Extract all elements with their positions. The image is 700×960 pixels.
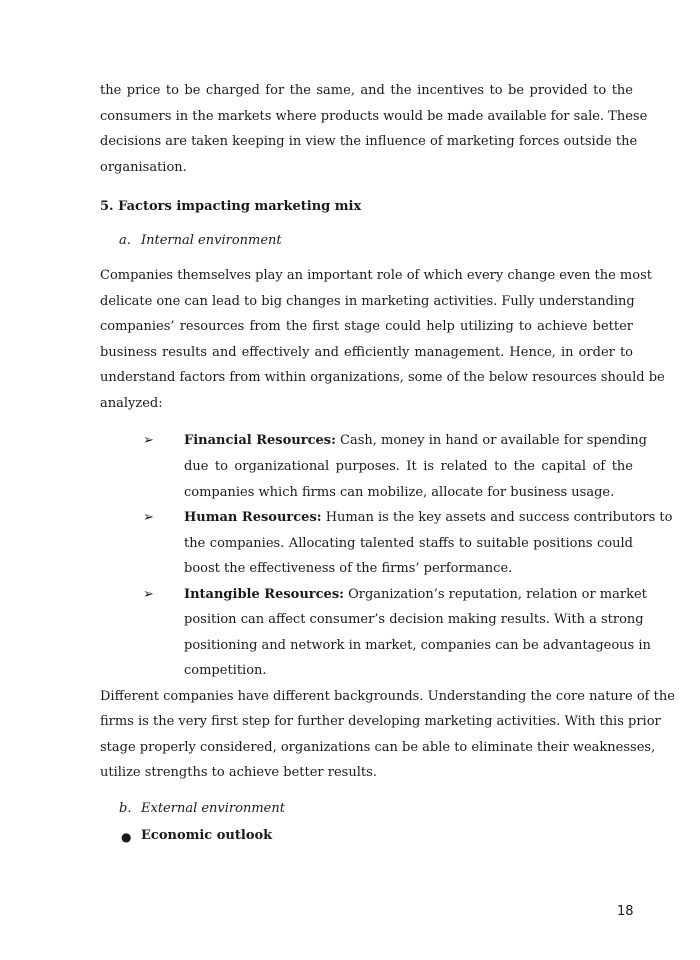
resource-line: companies which firms can mobilize, allocate for business usage. [184, 485, 615, 500]
subheading-label: a. [119, 233, 131, 248]
para-line: Companies themselves play an important role of which every change even the most [100, 268, 652, 283]
arrow-bullet-icon: ➢ [143, 433, 154, 448]
resource-line: competition. [184, 663, 267, 678]
resource-line: the companies. Allocating talented staffs to suitable positions could [184, 536, 633, 551]
resource-text: Cash, money in hand or available for spending [340, 433, 647, 448]
para-line: business results and effectively and efficiently management. Hence, in order to [100, 345, 633, 360]
intro-line: the price to be charged for the same, and the incentives to be provided to the [100, 83, 633, 98]
resource-line: due to organizational purposes. It is related to the capital of the [184, 459, 633, 474]
para-line: firms is the very first step for further developing marketing activities. With this prior [100, 714, 661, 729]
para-line: delicate one can lead to big changes in marketing activities. Fully understanding [100, 294, 635, 309]
intro-line: organisation. [100, 160, 187, 175]
resource-line: boost the effectiveness of the firms’ performance. [184, 561, 513, 576]
resource-financial-line [184, 433, 647, 449]
resource-line: position can affect consumer’s decision making results. With a strong [184, 612, 644, 627]
resource-text: Organization’s reputation, relation or market [348, 587, 647, 602]
resource-human-line [184, 510, 673, 526]
resource-term: Intangible Resources: [184, 587, 344, 602]
para-line: understand factors from within organizations, some of the below resources should be [100, 370, 665, 385]
para-line: Different companies have different backgrounds. Understanding the core nature of the [100, 689, 675, 704]
para-line: analyzed: [100, 396, 163, 411]
subheading-internal [119, 233, 282, 249]
resource-text: Human is the key assets and success contributors to [325, 510, 673, 525]
intro-line: decisions are taken keeping in view the influence of marketing forces outside the [100, 134, 638, 149]
arrow-bullet-icon: ➢ [143, 510, 154, 525]
resource-term: Financial Resources: [184, 433, 336, 448]
para-line: stage properly considered, organizations can be able to eliminate their weaknesses, [100, 740, 656, 755]
resource-intangible-line [184, 587, 647, 603]
resource-line: positioning and network in market, companies can be advantageous in [184, 638, 651, 653]
economic-outlook-heading: Economic outlook [141, 828, 273, 843]
arrow-bullet-icon: ➢ [143, 587, 154, 602]
subheading-title: External environment [141, 801, 285, 816]
para-line: companies’ resources from the first stage could help utilizing to achieve better [100, 319, 633, 334]
page-number: 18 [617, 904, 634, 919]
section-heading: 5. Factors impacting marketing mix [100, 199, 362, 214]
intro-line: consumers in the markets where products would be made available for sale. These [100, 109, 648, 124]
subheading-label: b. [119, 801, 132, 816]
bullet-icon: ● [121, 830, 132, 844]
subheading-external [119, 801, 285, 817]
subheading-title: Internal environment [141, 233, 282, 248]
para-line: utilize strengths to achieve better results. [100, 765, 377, 780]
resource-term: Human Resources: [184, 510, 322, 525]
